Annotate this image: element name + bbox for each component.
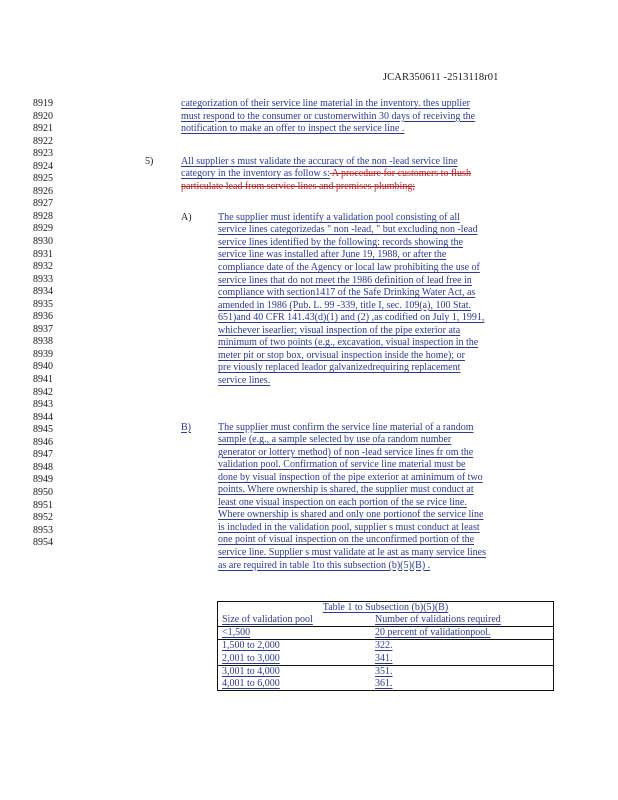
intro-line: notification to make an offer to inspect the service line . xyxy=(181,123,405,135)
line-number: 8920 xyxy=(33,110,53,122)
item-a-line: pre viously replaced leador galvanizedrequiring replacement xyxy=(218,362,461,374)
line-number-column xyxy=(33,98,53,550)
intro-line: categorization of their service line material in the inventory. thes upplier xyxy=(181,98,470,109)
item-b-line: is included in the validation pool, supplier s must conduct at least xyxy=(218,521,480,533)
line-number: 8929 xyxy=(33,223,53,235)
item-b-line: sample (e.g., a sample selected by use ofa random number xyxy=(218,434,452,446)
item-b-line: done by visual inspection of the pipe exterior at aminimum of two xyxy=(218,471,483,483)
item-5-deleted-text: particulate lead from service lines and premises plumbing; xyxy=(181,180,416,192)
item-a-line: The supplier must identify a validation pool consisting of all xyxy=(218,211,460,223)
item-b-line: validation pool. Confirmation of service line material must be xyxy=(218,459,466,471)
line-number: 8939 xyxy=(33,348,53,360)
line-number: 8945 xyxy=(33,424,53,436)
table-cell: 361. xyxy=(375,677,393,689)
line-number: 8933 xyxy=(33,273,53,285)
item-5-deleted-text: A procedure for customers to flush xyxy=(329,168,471,180)
table-row xyxy=(218,626,553,639)
line-number: 8922 xyxy=(33,135,53,147)
line-number: 8927 xyxy=(33,198,53,210)
item-a-label: A) xyxy=(181,211,192,223)
table-header-cell: Number of validations required xyxy=(375,614,501,625)
line-number: 8928 xyxy=(33,210,53,222)
line-number: 8943 xyxy=(33,399,53,411)
item-a-line: compliance date of the Agency or local law prohibiting the use of xyxy=(218,261,480,273)
item-b-paragraph xyxy=(218,422,486,573)
line-number: 8946 xyxy=(33,436,53,448)
line-number: 8948 xyxy=(33,461,53,473)
table-cell: 341. xyxy=(375,652,393,664)
intro-paragraph xyxy=(181,98,475,136)
line-number: 8921 xyxy=(33,123,53,135)
line-number: 8926 xyxy=(33,185,53,197)
item-b-line: as are required in table 1to this subsection (b)(5)(B) . xyxy=(218,559,431,571)
line-number: 8954 xyxy=(33,537,53,549)
item-b-line: service line. Supplier s must validate at le ast as many service lines xyxy=(218,546,486,558)
item-a-line: 651)and 40 CFR 141.43(d)(1) and (2) ,as codified on July 1, 1991, xyxy=(218,312,485,324)
table-cell: 4,001 to 6,000 xyxy=(222,677,280,689)
line-number: 8944 xyxy=(33,411,53,423)
line-number: 8930 xyxy=(33,236,53,248)
item-a-line: whichever isearlier; visual inspection of the pipe exterior ata xyxy=(218,324,461,336)
line-number: 8925 xyxy=(33,173,53,185)
line-number: 8936 xyxy=(33,311,53,323)
item-5-line: All supplier s must validate the accuracy of the non -lead service line xyxy=(181,155,458,167)
table-cell: 3,001 to 4,000 xyxy=(222,665,280,677)
item-a-line: service lines. xyxy=(218,374,271,386)
line-number: 8953 xyxy=(33,524,53,536)
line-number: 8951 xyxy=(33,499,53,511)
table-row xyxy=(218,639,553,652)
line-number: 8949 xyxy=(33,474,53,486)
table-cell: 1,500 to 2,000 xyxy=(222,640,280,652)
item-a-line: compliance with section1417 of the Safe Drinking Water Act, as xyxy=(218,287,476,299)
item-a-line: service line was installed after June 19, 1988, or after the xyxy=(218,249,447,261)
line-number: 8950 xyxy=(33,486,53,498)
item-a-paragraph xyxy=(218,212,484,388)
item-a-line: amended in 1986 (Pub. L. 99 -339, title I, sec. 109(a), 100 Stat. xyxy=(218,299,472,311)
table-cell: 2,001 to 3,000 xyxy=(222,652,280,664)
item-a-line: service lines identified by the following: records showing the xyxy=(218,236,463,248)
table-cell: 322. xyxy=(375,640,393,652)
document-header-id: JCAR350611 -2513118r01 xyxy=(383,72,499,83)
item-5-label: 5) xyxy=(145,155,154,167)
table-row xyxy=(218,665,553,678)
item-a-line: meter pit or stop box, orvisual inspection inside the home); or xyxy=(218,349,465,361)
line-number: 8924 xyxy=(33,160,53,172)
item-a-line: minimum of two points (e.g., excavation, visual inspection in the xyxy=(218,337,479,349)
validation-table xyxy=(217,601,554,691)
line-number: 8935 xyxy=(33,298,53,310)
line-number: 8932 xyxy=(33,261,53,273)
item-5-paragraph xyxy=(181,156,471,194)
intro-line: must respond to the consumer or customerwithin 30 days of receiving the xyxy=(181,110,476,122)
item-5-inserted-text: category in the inventory as follow s: xyxy=(181,168,330,180)
table-caption: Table 1 to Subsection (b)(5)(B) xyxy=(322,602,449,613)
table-cell: <1,500 xyxy=(222,627,251,639)
item-b-line: Where ownership is shared and only one portionof the service line xyxy=(218,509,484,521)
table-row xyxy=(218,678,553,690)
line-number: 8940 xyxy=(33,361,53,373)
line-number: 8919 xyxy=(33,98,53,109)
item-b-label: B) xyxy=(181,421,191,433)
table-header-cell: Size of validation pool xyxy=(222,614,313,625)
line-number: 8941 xyxy=(33,374,53,386)
line-number: 8942 xyxy=(33,386,53,398)
line-number: 8947 xyxy=(33,449,53,461)
line-number: 8923 xyxy=(33,148,53,160)
table-header-row xyxy=(218,614,553,626)
item-a-line: service lines categorizedas " non -lead, " but excluding non -lead xyxy=(218,224,478,236)
line-number: 8937 xyxy=(33,323,53,335)
item-b-line: The supplier must confirm the service line material of a random xyxy=(218,421,474,433)
line-number: 8934 xyxy=(33,286,53,298)
table-cell: 20 percent of validationpool. xyxy=(375,627,491,639)
table-cell: 351. xyxy=(375,665,393,677)
line-number: 8938 xyxy=(33,336,53,348)
table-row xyxy=(218,653,553,665)
line-number: 8931 xyxy=(33,248,53,260)
item-b-line: generator or lottery method) of non -lead service lines fr om the xyxy=(218,446,474,458)
line-number: 8952 xyxy=(33,512,53,524)
item-b-line: points. Where ownership is shared, the supplier must conduct at xyxy=(218,484,474,496)
item-b-line: one point of visual inspection on the unconfirmed portion of the xyxy=(218,534,475,546)
item-a-line: service lines that do not meet the 1986 definition of lead free in xyxy=(218,274,472,286)
item-b-line: least one visual inspection on each portion of the se rvice line. xyxy=(218,496,467,508)
